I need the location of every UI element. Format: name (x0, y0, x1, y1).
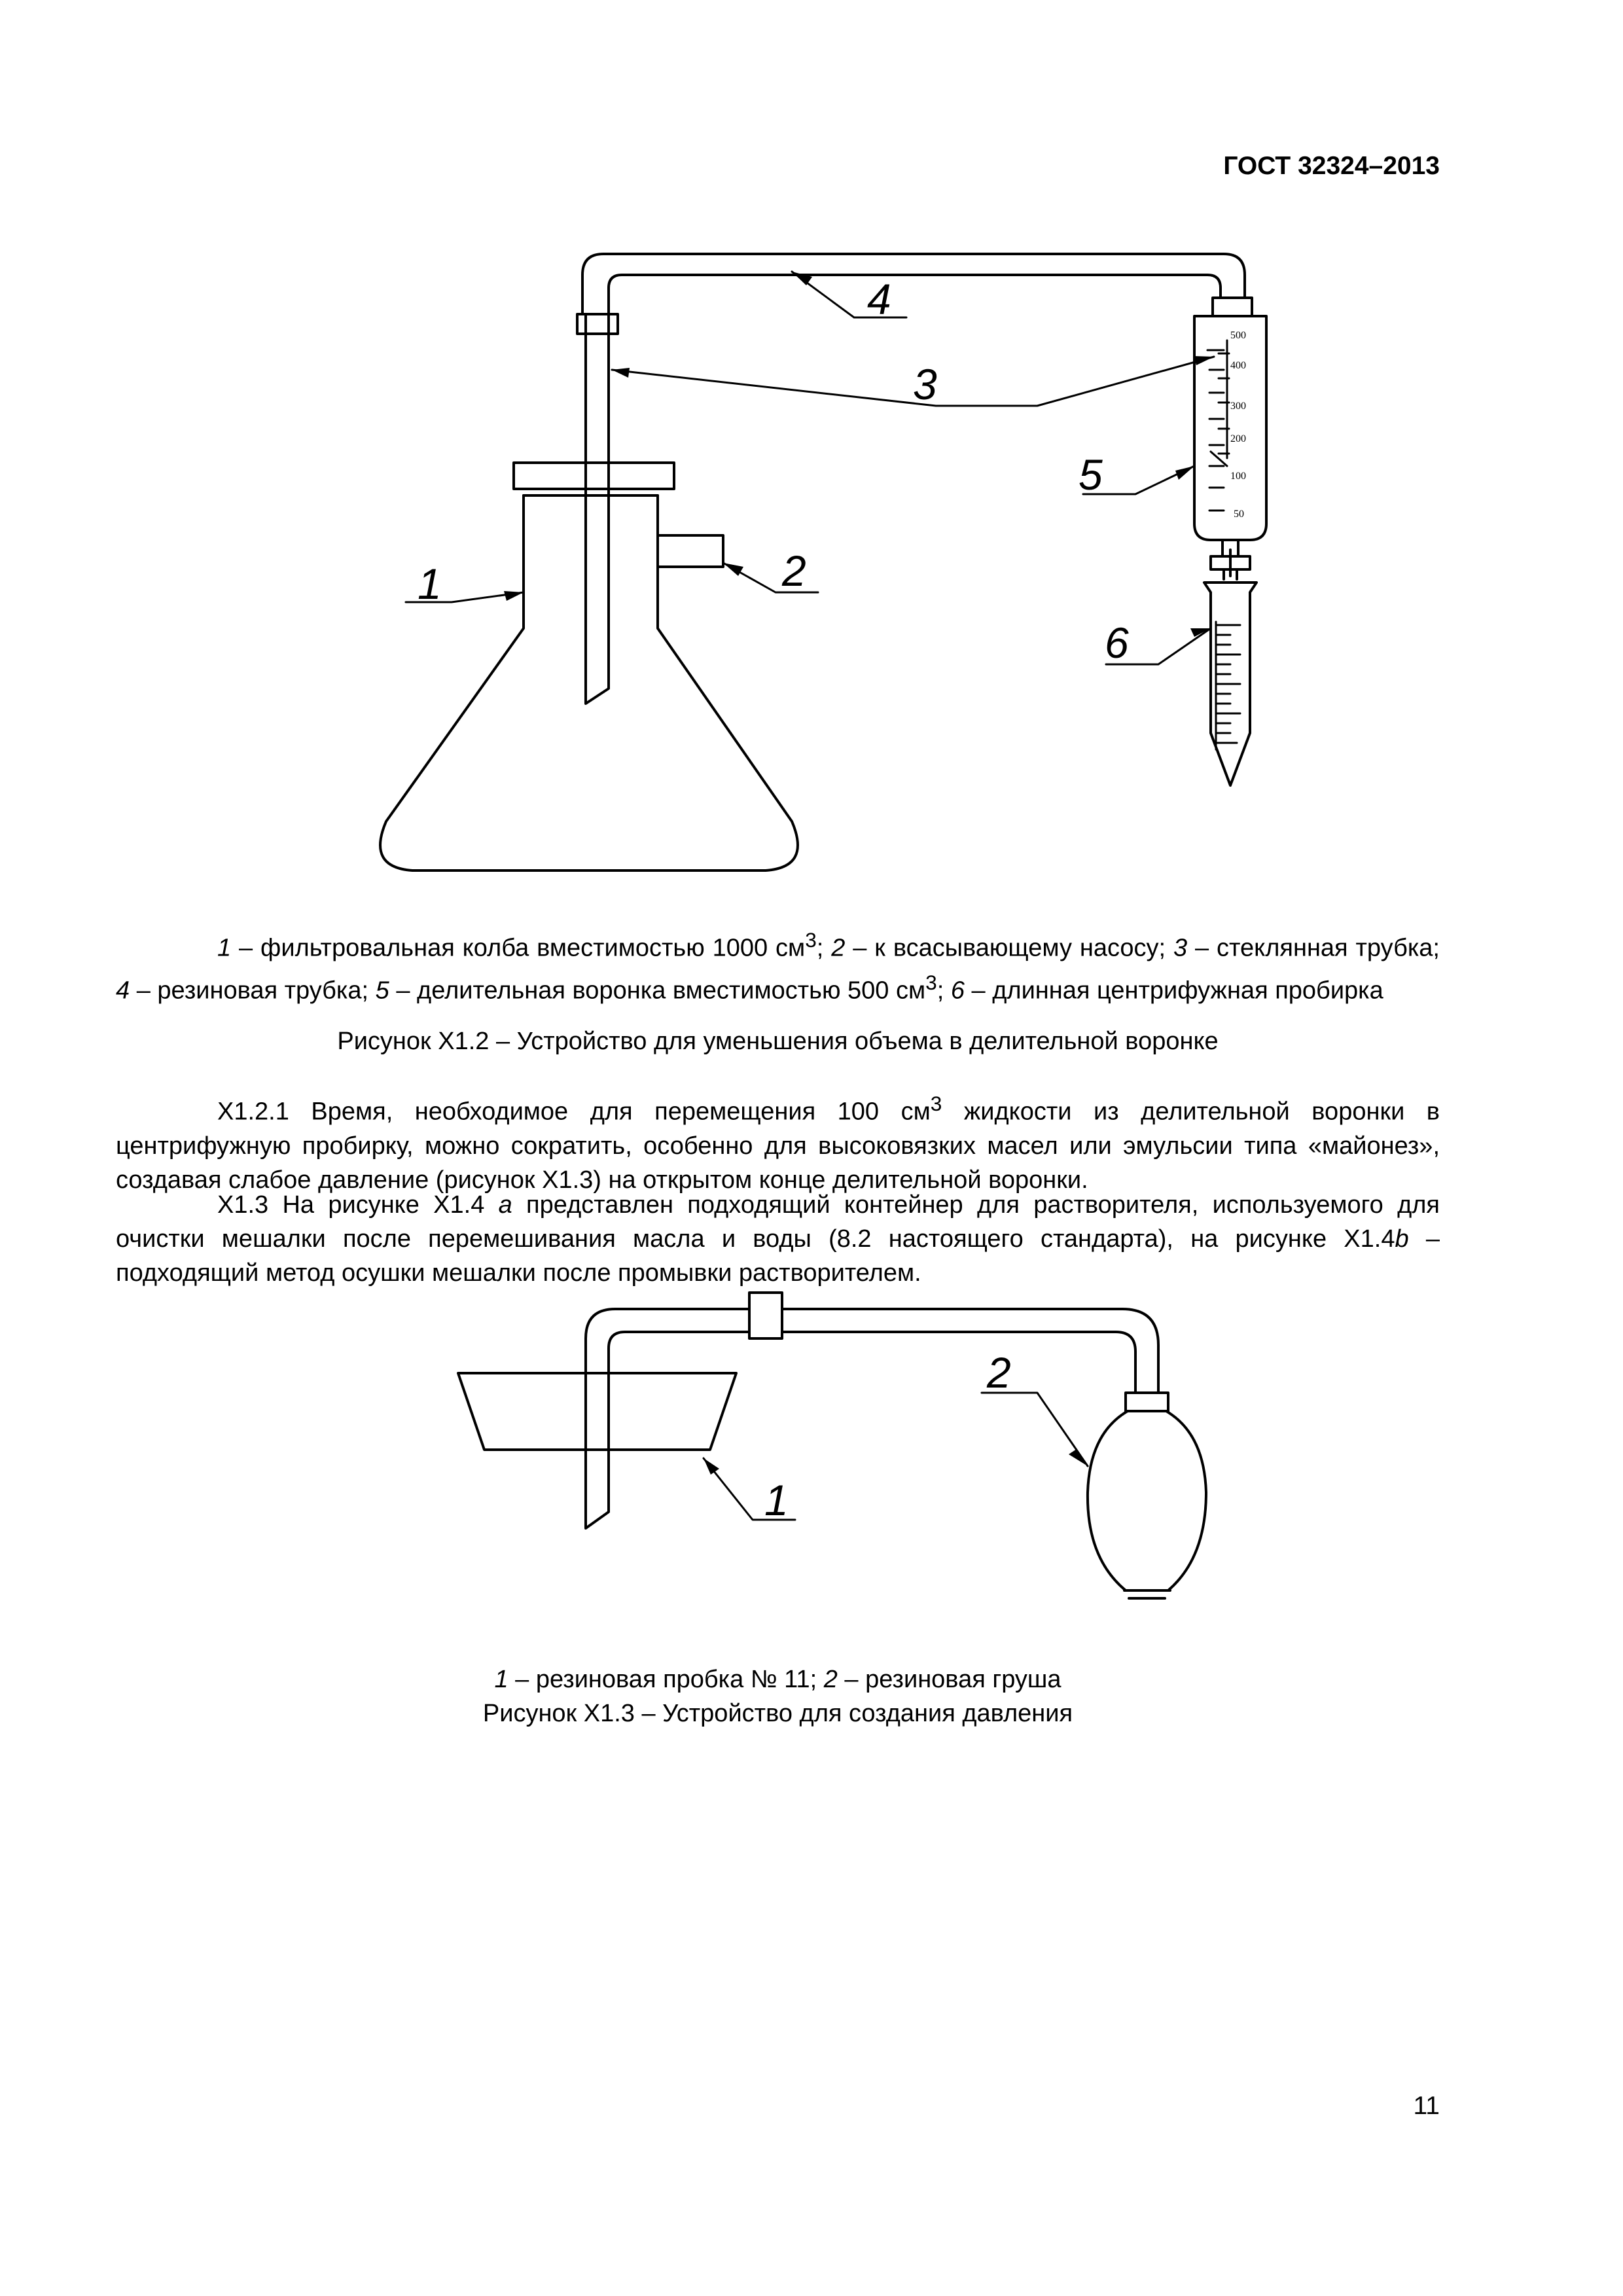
filter-flask (380, 495, 798, 870)
callout-1b: 1 (764, 1476, 789, 1524)
figure-x1-2-caption: Рисунок X1.2 – Устройство для уменьшения объема в делительной воронке (337, 1028, 1219, 1055)
callout-4: 4 (867, 275, 891, 323)
paragraph-x1-3: X1.3 На рисунке X1.4 а представлен подходящий контейнер для растворителя, используемого для очистки мешалки после перемешивания масла и воды (8.2 настоящего стандарта), на рисунке X1.4b – подходящий метод осушки мешалки после промывки растворителем. (116, 1191, 1440, 1287)
funnel-scale-300: 300 (1230, 401, 1246, 412)
rubber-bulb (1088, 1411, 1206, 1590)
callout-2b: 2 (987, 1348, 1011, 1397)
flask-side-arm (658, 535, 723, 567)
figure-x1-3-caption: Рисунок X1.3 – Устройство для создания давления (482, 1700, 1073, 1727)
tube-connector-right (1213, 298, 1252, 316)
leader-3b (988, 357, 1214, 406)
callout-3: 3 (913, 360, 937, 408)
figure-x1-3-legend: 1 – резиновая пробка № 11; 2 – резиновая груша (494, 1666, 1061, 1693)
figure-x1-2-legend: 1 – фильтровальная колба вместимостью 1000 $см^3$; 2 – к всасывающему насосу; 3 – стеклянная трубка; 4 – резиновая трубка; 5 – делительная воронка вместимостью 500 $см^3$; 6 – длинная центрифужная пробирка (116, 928, 1440, 1005)
pressure-tube (586, 1367, 609, 1528)
callout-5: 5 (1079, 450, 1103, 499)
separatory-funnel (1194, 316, 1266, 540)
funnel-scale-400: 400 (1230, 360, 1246, 371)
tube-connector-left (577, 314, 618, 334)
page-number: 11 (1413, 2092, 1440, 2120)
rubber-stopper (458, 1373, 736, 1450)
funnel-scale-200: 200 (1230, 433, 1246, 444)
rubber-tube (582, 254, 1245, 314)
callout-1: 1 (418, 560, 442, 608)
paragraph-x1-2-1: X1.2.1 Время, необходимое для перемещения 100 $см^3$ жидкости из делительной воронки в центрифужную пробирку, можно сократить, особенно для высоковязких масел или эмульсии типа «майонез», создавая слабое давление (рисунок X1.3) на открытом конце делительной воронки. (116, 1092, 1440, 1194)
document-header: ГОСТ 32324–2013 (1223, 152, 1440, 180)
funnel-scale-50: 50 (1234, 509, 1244, 520)
glass-tube (586, 314, 609, 704)
funnel-scale-500: 500 (1230, 330, 1246, 341)
callout-6: 6 (1105, 619, 1129, 667)
flask-stopper (514, 463, 674, 489)
bulb-neck (1126, 1393, 1168, 1411)
funnel-scale-100: 100 (1230, 471, 1246, 482)
callout-2: 2 (782, 547, 806, 595)
tube-joint (749, 1293, 782, 1338)
